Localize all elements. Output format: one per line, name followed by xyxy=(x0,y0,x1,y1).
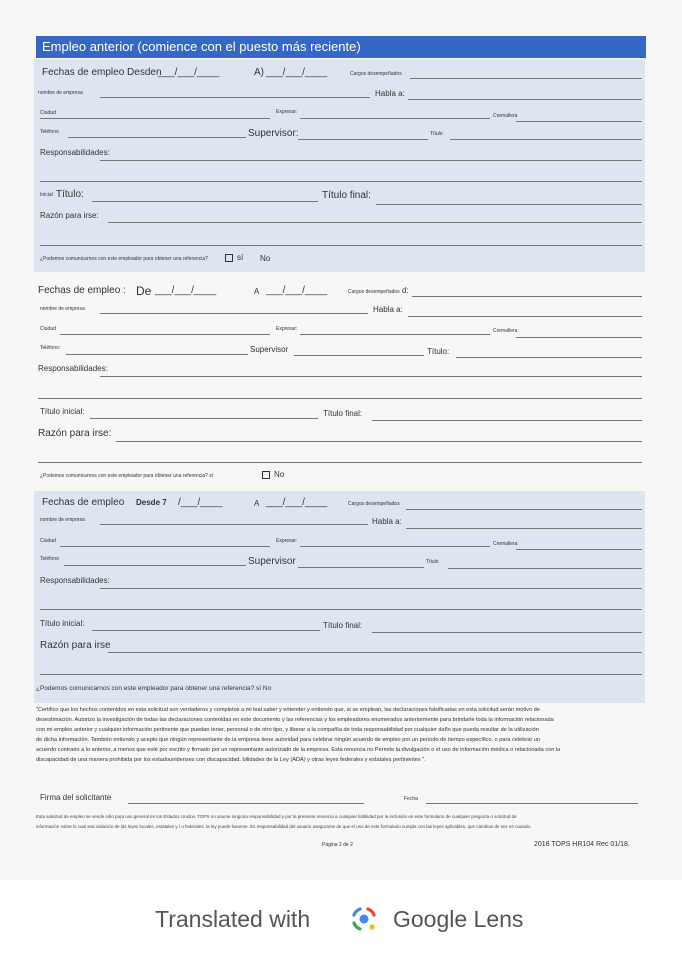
s3-state-line[interactable] xyxy=(300,546,490,547)
s2-no-checkbox[interactable] xyxy=(262,471,270,479)
s3-initial-title-line[interactable] xyxy=(92,630,320,631)
s2-address-label: Habla a: xyxy=(373,305,403,314)
s1-dates-label: Fechas de empleo Desden xyxy=(42,67,162,78)
s3-zip-label: Cremallera xyxy=(493,541,518,547)
s1-address-label: Habla a: xyxy=(375,89,405,98)
s3-reason-line-1[interactable] xyxy=(108,652,642,653)
s1-yes-option[interactable]: sí xyxy=(225,253,243,262)
s2-reason-line-1[interactable] xyxy=(116,441,642,442)
s3-final-title-line[interactable] xyxy=(372,632,642,633)
s2-city-line[interactable] xyxy=(60,334,270,335)
s1-reason-line-1[interactable] xyxy=(108,222,642,223)
s3-title-line[interactable] xyxy=(448,568,642,569)
s3-contact-question: ¿Podemos comunicarnos con este empleador para obtener una referencia? sí No xyxy=(36,685,272,692)
s1-final-title-line[interactable] xyxy=(376,204,642,205)
google-lens-icon xyxy=(350,905,378,933)
s3-state-label: Expresar: xyxy=(276,538,298,544)
s2-address-line[interactable] xyxy=(408,316,642,317)
s1-company-label: nombre de empresa xyxy=(38,90,83,96)
s3-initial-title-label: Título inicial: xyxy=(40,619,85,628)
s2-no-option[interactable]: No xyxy=(262,470,284,479)
s2-contact-question: ¿Podemos comunicarnos con este empleador para obtener una referencia? sí xyxy=(40,473,214,479)
s2-resp-line-2[interactable] xyxy=(38,398,642,399)
lens-prefix: Translated with xyxy=(155,906,311,932)
s2-company-label: nombre de empresa xyxy=(40,306,85,312)
s1-phone-label: Teléfono xyxy=(40,129,59,135)
s3-positions-label: Cargos desempeñados xyxy=(348,501,400,507)
s1-city-label: Ciudad xyxy=(40,110,56,116)
s2-reason-label: Razón para irse: xyxy=(38,428,112,439)
s2-zip-line[interactable] xyxy=(516,337,642,338)
s2-title-line[interactable] xyxy=(456,357,642,358)
s2-phone-label: Teléfono: xyxy=(40,345,61,351)
footer-disclaimer-2: información sobre lo cual sea violación de las leyes locales, estatales y / o federales. la ley puede hacerse. Es responsabilidad del usuario asegurarse de que el uso de este formulario cumpla con las leyes aplicables, que cambian de vez en cuando. xyxy=(36,824,532,829)
s2-to-date[interactable]: ___/___/____ xyxy=(266,285,328,296)
s1-supervisor-label: Supervisor: xyxy=(248,128,299,139)
s1-zip-line[interactable] xyxy=(516,121,642,122)
s3-to-label: A xyxy=(254,499,260,508)
s3-address-label: Habla a: xyxy=(372,517,402,526)
s3-resp-line-2[interactable] xyxy=(40,609,642,610)
s3-resp-line-1[interactable] xyxy=(100,588,642,589)
signature-line[interactable] xyxy=(128,803,364,804)
s2-phone-line[interactable] xyxy=(66,354,248,355)
s1-phone-line[interactable] xyxy=(68,137,246,138)
s2-supervisor-label: Supervisor xyxy=(250,345,289,354)
s1-state-label: Expresar: xyxy=(276,109,298,115)
date-label: Fecha xyxy=(404,796,418,802)
s1-to-label: A) xyxy=(254,67,264,78)
cert-line: de dicha información. También entiendo y acepto que ningún representante de la empresa tiene autoridad para celebrar ningún acuerdo de empleo por un período de tiempo específico, o para celebrar un xyxy=(36,737,540,743)
signature-label: Firma del solicitante xyxy=(40,793,112,802)
s3-supervisor-line[interactable] xyxy=(298,567,424,568)
s1-positions-label: Cargos desempeñados xyxy=(350,71,402,77)
s1-resp-line-2[interactable] xyxy=(40,181,642,182)
s2-positions-label: Cargos desempeñados xyxy=(348,289,400,295)
s1-to-date[interactable]: ___/___/____ xyxy=(266,67,328,78)
s1-supervisor-line[interactable] xyxy=(298,139,428,140)
s1-resp-line-1[interactable] xyxy=(100,160,642,161)
s2-initial-title-label: Título inicial: xyxy=(40,407,85,416)
s3-supervisor-label: Supervisor xyxy=(248,556,296,567)
s1-positions-line[interactable] xyxy=(410,78,642,79)
s3-reason-label: Razón para irse xyxy=(40,640,111,651)
s1-initial-title-line[interactable] xyxy=(92,201,318,202)
employer-1-band xyxy=(34,59,645,272)
s1-zip-label: Cremallera xyxy=(493,113,518,119)
s3-title-label: Título xyxy=(426,559,439,565)
s1-initial-title-label: Título: xyxy=(56,189,84,200)
s3-company-label: nombre de empresa xyxy=(40,517,85,523)
s2-title-label: Título: xyxy=(427,347,450,356)
s3-positions-line[interactable] xyxy=(406,509,642,510)
lens-brand: Google Lens xyxy=(393,906,524,932)
s3-dates-label: Fechas de empleo xyxy=(42,497,125,508)
s3-final-title-label: Título final: xyxy=(323,621,363,630)
s2-to-label: A xyxy=(254,287,260,296)
s1-contact-question: ¿Podemos comunicarnos con este empleador para obtener una referencia? xyxy=(40,256,208,262)
s1-initial-prefix: Inicial xyxy=(40,192,53,198)
s3-to-date[interactable]: ___/___/____ xyxy=(266,497,328,508)
s2-supervisor-line[interactable] xyxy=(294,355,424,356)
s2-final-title-line[interactable] xyxy=(372,420,642,421)
s3-resp-label: Responsabilidades: xyxy=(40,576,110,585)
s1-reason-line-2[interactable] xyxy=(40,245,642,246)
s3-address-line[interactable] xyxy=(406,528,642,529)
s1-company-line[interactable] xyxy=(100,97,370,98)
s2-reason-line-2[interactable] xyxy=(38,462,642,463)
s3-from-date[interactable]: /___/____ xyxy=(178,497,223,508)
s1-state-line[interactable] xyxy=(300,118,490,119)
s2-final-title-label: Título final: xyxy=(323,409,363,418)
s3-phone-label: Teléfono xyxy=(40,556,59,562)
page-number: Página 2 de 2 xyxy=(322,842,353,848)
s3-phone-line[interactable] xyxy=(64,565,246,566)
s2-from-label: De xyxy=(136,284,152,298)
s2-state-label: Expresar: xyxy=(276,326,298,332)
footer-disclaimer-1: Esta solicitud de empleo se vende sólo para uso general en los Estados Unidos. TOPS no asume ninguna responsabilidad y por la presente renuncia a cualquier liabilidad por la inclusión en este formulario de cualquier pregunta o solicitud de xyxy=(36,814,517,819)
cert-line: acuerdo contrario a lo anterior, a menos que esté por escrito y firmado por un representante autorizado de la empresa. Esta renuncia no Permite la divulgación o el uso de información médica o relacionada con la xyxy=(36,747,561,753)
s2-dates-label: Fechas de empleo : xyxy=(38,285,126,296)
s1-resp-label: Responsabilidades: xyxy=(40,148,110,157)
form-id: 2018 TOPS HR104 Rec 01/18. xyxy=(534,841,630,848)
s2-resp-label: Responsabilidades: xyxy=(38,364,108,373)
s2-initial-title-line[interactable] xyxy=(90,418,318,419)
cert-line: discapacidad de una manera prohibida por los estadounidenses con discapacidad. bilidades de la Ley (ADA) y otras leyes federales y estatales pertinentes ". xyxy=(36,757,426,763)
cert-line: desestimación. Autorizo la investigación de todas las declaraciones contenidas en este documento y las referencias y los empleadores enumerados anteriormente para brindarle toda la información relacionada xyxy=(36,717,554,723)
s1-final-title-label: Título final: xyxy=(322,190,371,201)
s1-no-option[interactable]: No xyxy=(260,254,271,263)
s2-from-date[interactable]: ___/___/____ xyxy=(155,285,217,296)
s2-positions-mark: d: xyxy=(402,286,409,295)
s1-title-line[interactable] xyxy=(450,139,642,140)
cert-line: con mi empleo anterior y cualquier información pertinente que puedan tener, personal o de otro tipo, y liberar a la compañía de toda responsabilidad por cualquier daño que pueda resultar de la utilización xyxy=(36,727,539,733)
s3-from-label: Desde 7 xyxy=(136,498,167,507)
s1-title-label: Título xyxy=(430,131,443,137)
s2-state-line[interactable] xyxy=(300,334,490,335)
s3-city-label: Ciudad xyxy=(40,538,56,544)
lens-watermark xyxy=(0,880,682,960)
s2-city-label: Ciudad xyxy=(40,326,56,332)
s3-city-line[interactable] xyxy=(60,546,270,547)
s2-zip-label: Cremallera xyxy=(493,328,518,334)
s3-zip-line[interactable] xyxy=(516,549,642,550)
s2-resp-line-1[interactable] xyxy=(100,376,642,377)
s2-positions-line[interactable] xyxy=(412,296,642,297)
section-header: Empleo anterior (comience con el puesto más reciente) xyxy=(36,36,646,58)
s1-address-line[interactable] xyxy=(408,99,642,100)
s3-reason-line-2[interactable] xyxy=(40,674,642,675)
employer-3-band xyxy=(34,491,645,703)
s1-from-date[interactable]: ___/___/____ xyxy=(158,67,220,78)
certification-text xyxy=(36,705,648,765)
cert-line: "Certifico que los hechos contenidos en esta solicitud son verdaderos y completos a mi leal saber y entender y entiendo que, si se emplean, las declaraciones falsificadas en esta solicitud serán motivo de xyxy=(36,707,540,713)
date-line[interactable] xyxy=(426,803,638,804)
s1-city-line[interactable] xyxy=(40,118,270,119)
s3-company-line[interactable] xyxy=(100,524,368,525)
s1-reason-label: Razón para irse: xyxy=(40,211,99,220)
s1-yes-checkbox[interactable] xyxy=(225,254,233,262)
s2-company-line[interactable] xyxy=(100,313,368,314)
